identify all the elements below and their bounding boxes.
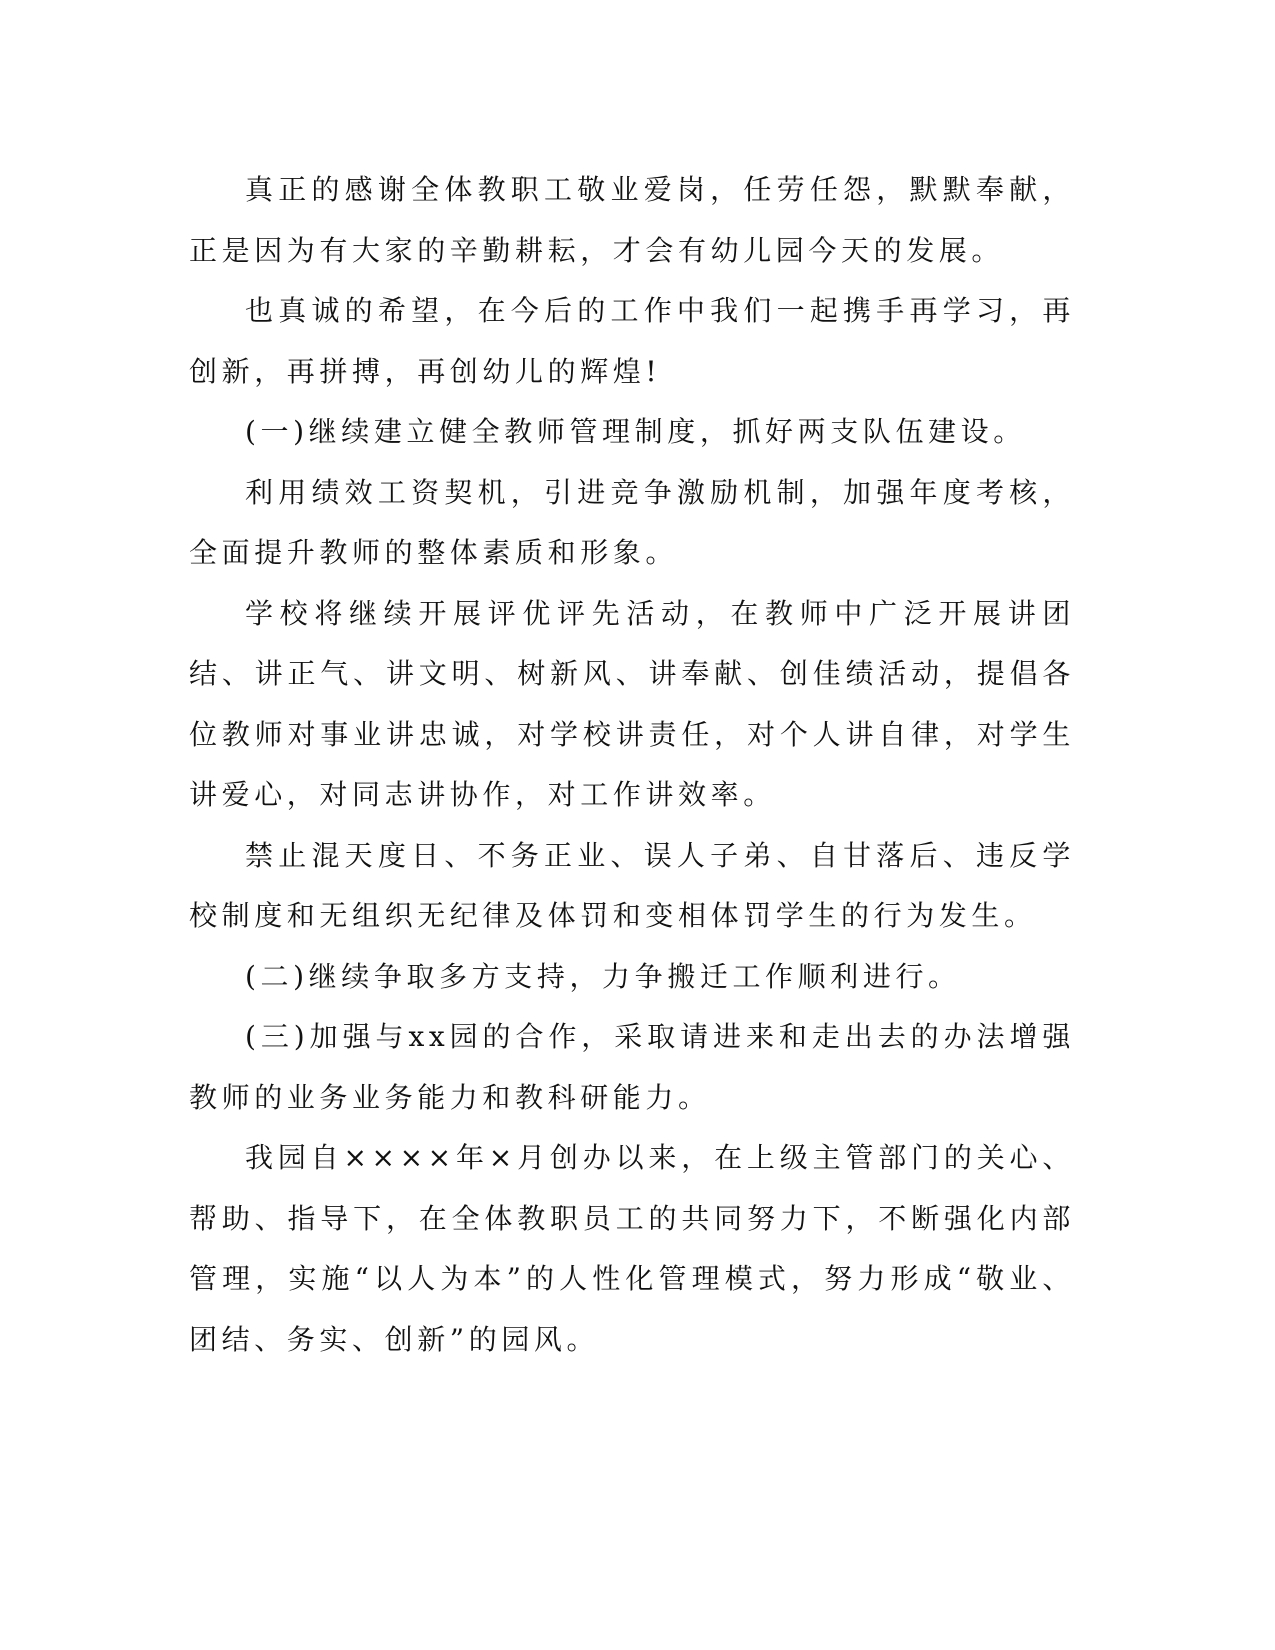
paragraph-performance-pay: 利用绩效工资契机，引进竞争激励机制，加强年度考核，全面提升教师的整体素质和形象。 (189, 475, 1075, 569)
paragraph-evaluation: 学校将继续开展评优评先活动，在教师中广泛开展讲团结、讲正气、讲文明、树新风、讲奉献、创佳绩活动，提倡各位教师对事业讲忠诚，对学校讲责任，对个人讲自律，对学生讲爱心，对同志讲协作，对工作讲效率。 (189, 596, 1075, 811)
paragraph-prohibitions: 禁止混天度日、不务正业、误人子弟、自甘落后、违反学校制度和无组织无纪律及体罚和变相体罚学生的行为发生。 (189, 838, 1075, 932)
section-heading-1: (一)继续建立健全教师管理制度，抓好两支队伍建设。 (245, 415, 1026, 448)
section-heading-3: (三)加强与xx园的合作，采取请进来和走出去的办法增强教师的业务业务能力和教科研能力。 (189, 1020, 1075, 1114)
paragraph-thanks: 真正的感谢全体教职工敬业爱岗，任劳任怨，默默奉献，正是因为有大家的辛勤耕耘，才会有幼儿园今天的发展。 (189, 173, 1075, 267)
document-body (189, 160, 1075, 1370)
paragraph-history: 我园自××××年×月创办以来，在上级主管部门的关心、帮助、指导下，在全体教职员工的共同努力下，不断强化内部管理，实施“以人为本”的人性化管理模式，努力形成“敬业、团结、务实、创新”的园风。 (189, 1141, 1075, 1356)
section-heading-2: (二)继续争取多方支持，力争搬迁工作顺利进行。 (245, 959, 961, 993)
paragraph-hope: 也真诚的希望，在今后的工作中我们一起携手再学习，再创新，再拼搏，再创幼儿的辉煌! (189, 294, 1075, 388)
